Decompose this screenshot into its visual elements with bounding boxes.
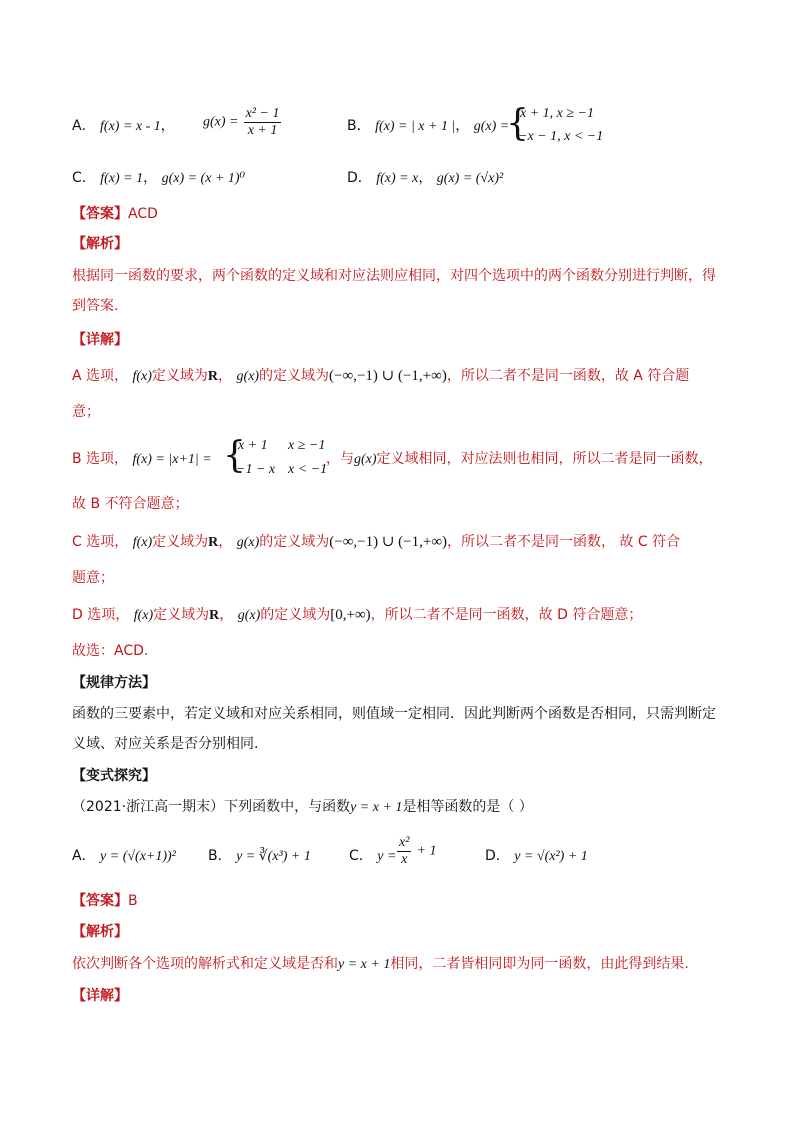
option-label: C． [349, 848, 373, 864]
detail-b-line-1b [326, 449, 713, 470]
method-label: 【规律方法】 [72, 675, 156, 691]
option-c-label: C． [72, 170, 96, 186]
separator: ， [418, 170, 433, 186]
text: 是相等函数的是（ ） [402, 799, 533, 815]
text: ，所以二者不是同一函数， 故 C 符合 [447, 534, 681, 550]
text: 定义域为 [153, 607, 210, 623]
detail-c-line-2: 题意； [72, 570, 114, 586]
option-c-g: g(x) = (x + 1)⁰ [161, 171, 246, 186]
variant-c-lhs: y = [377, 849, 397, 864]
option-b-label: B． [347, 118, 371, 134]
text: C 选项， [72, 534, 129, 550]
detail-choose: 故选：ACD. [72, 643, 149, 659]
answer-label: 【答案】 [72, 893, 128, 909]
answer-label: 【答案】 [72, 206, 128, 222]
analysis-line-1: 根据同一函数的要求，两个函数的定义域和对应法则应相同，对四个选项中的两个函数分别进行判断，得 [72, 268, 716, 284]
text: ，所以二者不是同一函数，故 A 符合题 [446, 368, 690, 384]
method-line-2: 义域、对应关系是否分别相同. [72, 736, 259, 752]
math-b-eq: f(x) = |x+1| = [132, 452, 212, 467]
option-b [347, 116, 509, 137]
math-gx: g(x) [354, 452, 377, 467]
detail-c-line-1 [72, 532, 680, 553]
math-y-eq: y = x + 1 [350, 800, 403, 815]
text: D 选项， [72, 607, 130, 623]
variant-option-c-label [349, 846, 396, 867]
variant-c-tail: + 1 [416, 843, 437, 859]
variant-d-expr: y = √(x²) + 1 [514, 849, 588, 864]
variant-a-expr: y = (√(x+1))² [100, 849, 176, 864]
math-domain: [0,+∞) [330, 607, 371, 623]
variant-question [72, 797, 533, 818]
detail-b-case2a: −1 − x [236, 462, 276, 477]
variant-option-a [72, 846, 176, 867]
text: ，所以二者不是同一函数，故 D 符合题意； [370, 607, 643, 623]
analysis-line-2: 到答案. [72, 298, 119, 314]
detail-label: 【详解】 [72, 332, 128, 348]
option-c-f: f(x) = 1 [100, 171, 144, 186]
text: 定义域相同，对应法则也相同，所以二者是同一函数， [376, 451, 713, 467]
text: 的定义域为 [259, 368, 330, 384]
detail-2-label: 【详解】 [72, 988, 128, 1004]
detail-a-line-2: 意； [72, 404, 100, 420]
text: 依次判断各个选项的解析式和定义域是否和 [72, 956, 338, 972]
text: 定义域为 [152, 534, 209, 550]
math-y-eq: y = x + 1 [338, 957, 391, 972]
option-a-g-denominator: x + 1 [247, 123, 278, 138]
option-a [72, 116, 175, 137]
variant-c-denominator: x [401, 852, 408, 867]
variant-label: 【变式探究】 [72, 768, 156, 784]
separator: ， [455, 118, 470, 134]
detail-b-line-2: 故 B 不符合题意； [72, 496, 189, 512]
option-label: D． [485, 848, 510, 864]
math-r: R [209, 608, 220, 623]
analysis-2-text [72, 954, 689, 975]
math-gx: g(x) [236, 369, 260, 384]
detail-b-case1a: x + 1 [238, 438, 268, 453]
answer-1 [72, 204, 158, 224]
option-a-g-numerator: x² − 1 [245, 106, 280, 121]
math-gx: g(x) [236, 535, 260, 550]
option-b-brace: { [506, 103, 529, 144]
text: 定义域为 [151, 368, 208, 384]
math-r: R [207, 369, 219, 384]
option-d [347, 168, 503, 189]
separator: ， [143, 170, 158, 186]
variant-c-numerator: x² [399, 835, 410, 850]
math-domain: (−∞,−1) ∪ (−1,+∞) [329, 534, 448, 550]
text: ， [219, 607, 234, 623]
variant-option-d [485, 846, 588, 867]
text: ，与 [326, 451, 354, 467]
math-domain: (−∞,−1) ∪ (−1,+∞) [329, 368, 447, 384]
option-a-g-lhs: g(x) = [203, 114, 239, 130]
option-a-g-fraction [244, 106, 282, 139]
option-b-g-case2: −x − 1, x < −1 [518, 129, 604, 144]
detail-b-case2b: x < −1 [288, 462, 328, 477]
text: B 选项， [72, 451, 129, 467]
variant-b-expr: y = ∛(x³) + 1 [236, 849, 311, 864]
method-line-1: 函数的三要素中，若定义域和对应关系相同，则值域一定相同．因此判断两个函数是否相同，只需判断定 [72, 706, 716, 722]
text: 的定义域为 [260, 607, 331, 623]
answer-value: B [128, 893, 138, 909]
option-d-label: D． [347, 170, 372, 186]
variant-option-b [208, 846, 311, 867]
text: ， [218, 368, 233, 384]
option-b-g-lhs: g(x) = [473, 119, 510, 134]
variant-c-fraction [397, 835, 411, 868]
detail-a-line-1 [72, 366, 689, 387]
math-r: R [208, 535, 219, 550]
option-d-g: g(x) = (√x)² [436, 171, 504, 186]
option-label: B． [208, 848, 232, 864]
text: 的定义域为 [259, 534, 330, 550]
text: 相同，二者皆相同即为同一函数，由此得到结果. [390, 956, 689, 972]
option-d-f: f(x) = x [376, 171, 419, 186]
answer-value: ACD [128, 206, 158, 222]
option-a-label: A． [72, 118, 96, 134]
option-a-g [203, 106, 281, 139]
option-b-g-case1: x + 1, x ≥ −1 [520, 106, 595, 121]
math-fx: f(x) [133, 608, 154, 623]
detail-b-brace: { [223, 435, 246, 476]
detail-b-line-1a [72, 449, 212, 470]
option-label: A． [72, 848, 96, 864]
detail-b-case1b: x ≥ −1 [288, 438, 326, 453]
variant-c-fraction-wrap [397, 835, 436, 868]
option-b-f: f(x) = | x + 1 | [375, 119, 456, 134]
separator: ， [160, 118, 175, 134]
answer-2 [72, 891, 138, 911]
detail-d-line-1 [72, 605, 642, 626]
text: A 选项， [72, 368, 129, 384]
text: ， [218, 534, 233, 550]
analysis-label: 【解析】 [72, 236, 128, 252]
analysis-2-label: 【解析】 [72, 924, 128, 940]
text: （2021·浙江高一期末）下列函数中，与函数 [72, 799, 351, 815]
option-c [72, 168, 245, 189]
option-a-f: f(x) = x - 1 [100, 119, 161, 134]
math-gx: g(x) [237, 608, 261, 623]
math-fx: f(x) [132, 535, 153, 550]
math-fx: f(x) [132, 369, 152, 384]
